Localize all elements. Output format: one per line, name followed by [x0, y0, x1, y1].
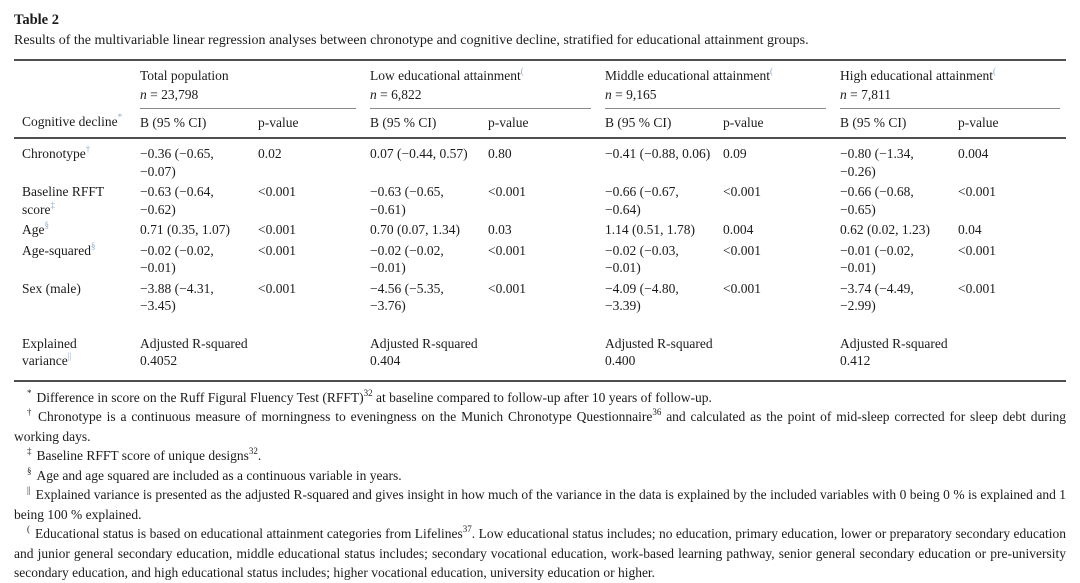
footnote-marker: † — [27, 407, 33, 417]
row-label: Explained variance|| — [22, 335, 77, 368]
p-cell: 0.09 — [723, 146, 747, 161]
reference-number: 37 — [462, 524, 472, 534]
row-label: Age§ — [22, 220, 49, 237]
footnote-baseline-rfft: ‡ Baseline RFFT score of unique designs$^{32}$. — [27, 446, 262, 463]
footnote-age: § Age and age squared are included as a continuous variable in years. — [27, 465, 402, 483]
table-row-age-squared — [14, 241, 1066, 279]
col-header-p: p-value — [258, 109, 370, 138]
group-header-total — [140, 60, 370, 109]
reference-number: 32 — [363, 387, 373, 398]
row-label: Sex (male) — [22, 280, 81, 296]
group-header-high — [840, 60, 1066, 109]
footnote-marker: § — [27, 465, 32, 476]
b-cell: −0.66 (−0.67, −0.64) — [605, 184, 679, 217]
table-caption: Results of the multivariable linear regression analyses between chronotype and cognitive decline, stratified for educational attainment groups. — [14, 33, 809, 48]
r-squared-cell: Adjusted R-squared 0.412 — [840, 335, 948, 368]
b-cell: −0.02 (−0.02, −0.01) — [370, 242, 444, 275]
group-footnote-marker: ( — [769, 66, 773, 76]
b-cell: 0.62 (0.02, 1.23) — [840, 222, 931, 237]
r-squared-cell: Adjusted R-squared 0.404 — [370, 335, 478, 368]
reference-number: 32 — [248, 446, 258, 456]
b-cell: −0.80 (−1.34, −0.26) — [840, 146, 914, 179]
group-header-low — [370, 60, 605, 109]
group-label: Total population — [140, 68, 229, 83]
group-header-row — [14, 60, 1066, 109]
b-cell: −3.88 (−4.31, −3.45) — [140, 280, 214, 313]
p-cell: 0.02 — [258, 146, 282, 161]
p-cell: <0.001 — [258, 222, 296, 237]
p-cell: <0.001 — [958, 242, 997, 258]
footnote-explained-variance: || Explained variance is presented as the adjusted R-squared and gives insight in how much of the variance in the data is explained by the included variables with 0 being 0 % is explained and 1 being 100 % explained. — [14, 485, 1066, 522]
col-header-b: B (95 % CI) — [605, 109, 723, 138]
footnote-rfft-difference: * Difference in score on the Ruff Figural Fluency Test (RFFT)$^{32}$ at baseline compared to follow-up after 10 years of follow-up. — [27, 387, 712, 405]
footnotes-section — [14, 388, 1066, 583]
group-header-middle — [605, 60, 840, 109]
b-cell: 0.71 (0.35, 1.07) — [140, 222, 230, 237]
col-header-p: p-value — [723, 109, 840, 138]
b-cell: −0.02 (−0.02, −0.01) — [140, 242, 214, 275]
table-title: Table 2 — [14, 12, 59, 28]
group-n: n = 9,165 — [605, 87, 657, 102]
b-cell: −3.74 (−4.49, −2.99) — [840, 280, 914, 313]
stub-header — [14, 60, 140, 138]
row-footnote-marker: § — [44, 220, 49, 230]
group-label: High educational attainment( — [840, 66, 996, 83]
r-squared-cell: Adjusted R-squared 0.400 — [605, 335, 713, 368]
table-row-age — [14, 220, 1066, 241]
group-label: Low educational attainment( — [370, 66, 524, 83]
col-header-b: B (95 % CI) — [370, 109, 488, 138]
row-label: Baseline RFFT score‡ — [22, 184, 104, 217]
footnote-marker: ( — [27, 524, 30, 534]
p-cell: <0.001 — [258, 184, 296, 199]
p-cell: <0.001 — [723, 280, 762, 296]
b-cell: −0.63 (−0.64, −0.62) — [140, 184, 214, 217]
col-header-b: B (95 % CI) — [840, 109, 958, 138]
p-cell: 0.004 — [723, 222, 754, 237]
b-cell: 0.70 (0.07, 1.34) — [370, 222, 461, 237]
group-n: n = 23,798 — [140, 87, 199, 102]
p-cell: <0.001 — [958, 280, 997, 296]
p-cell: 0.80 — [488, 146, 512, 161]
table-row-chronotype — [14, 138, 1066, 182]
table-row-baseline-rfft — [14, 182, 1066, 220]
p-cell: 0.04 — [958, 222, 982, 237]
row-label: Chronotype† — [22, 144, 91, 161]
b-cell: −4.09 (−4.80, −3.39) — [605, 280, 679, 313]
p-cell: 0.004 — [958, 146, 989, 161]
group-n: n = 6,822 — [370, 87, 422, 102]
subheader-row — [14, 109, 1066, 138]
row-footnote-marker: || — [67, 351, 72, 361]
spacer-row — [14, 317, 1066, 334]
p-cell: <0.001 — [258, 242, 296, 258]
p-cell: <0.001 — [488, 242, 527, 258]
p-cell: 0.03 — [488, 222, 512, 237]
group-n: n = 7,811 — [840, 87, 892, 102]
row-footnote-marker: ‡ — [50, 199, 55, 210]
p-cell: <0.001 — [723, 242, 762, 258]
b-cell: −0.02 (−0.03, −0.01) — [605, 242, 679, 275]
b-cell: 0.07 (−0.44, 0.57) — [370, 146, 468, 161]
footnote-chronotype: † Chronotype is a continuous measure of morningness to eveningness on the Munich Chronotype Questionnaire$^{36}$ and calculated as the point of mid-sleep corrected for sleep debt during working days. — [14, 407, 1067, 444]
col-header-p: p-value — [488, 109, 605, 138]
footnote-educational-status: ( Educational status is based on educational attainment categories from Lifelines$^{37}$. Low educational status includes; no education, primary education, lower or preparatory secondary education and junior general secondary education, middle educational status includes; secondary vocational education, work-based learning pathway, senior general secondary education or pre-university secondary education, and high educational status includes; higher vocational education, university education or higher. — [14, 524, 1067, 580]
stub-label: Cognitive decline — [22, 114, 118, 129]
footnote-marker: * — [27, 387, 32, 398]
b-cell: −0.41 (−0.88, 0.06) — [605, 146, 711, 161]
stub-footnote-marker: * — [117, 112, 123, 122]
b-cell: −0.66 (−0.68, −0.65) — [840, 184, 914, 217]
b-cell: −4.56 (−5.35, −3.76) — [370, 280, 444, 313]
row-footnote-marker: † — [85, 144, 91, 154]
col-header-p: p-value — [958, 109, 1066, 138]
table-row-sex — [14, 279, 1066, 317]
b-cell: −0.01 (−0.02, −0.01) — [840, 242, 914, 275]
footnote-marker: ‡ — [27, 446, 32, 456]
group-footnote-marker: ( — [520, 66, 524, 76]
regression-table — [14, 59, 1066, 382]
p-cell: <0.001 — [488, 280, 527, 296]
p-cell: <0.001 — [258, 280, 296, 296]
b-cell: 1.14 (0.51, 1.78) — [605, 222, 696, 237]
group-footnote-marker: ( — [993, 66, 996, 76]
col-header-b: B (95 % CI) — [140, 109, 258, 138]
p-cell: <0.001 — [488, 184, 527, 199]
reference-number: 36 — [652, 407, 662, 417]
b-cell: −0.36 (−0.65, −0.07) — [140, 146, 214, 179]
b-cell: −0.63 (−0.65, −0.61) — [370, 184, 444, 217]
footnote-marker: || — [27, 485, 31, 495]
row-label: Age-squared§ — [22, 240, 96, 258]
r-squared-cell: Adjusted R-squared 0.4052 — [140, 335, 248, 368]
table-row-explained-variance — [14, 334, 1066, 381]
group-label: Middle educational attainment( — [605, 66, 773, 83]
p-cell: <0.001 — [723, 184, 762, 199]
row-footnote-marker: § — [90, 240, 96, 251]
p-cell: <0.001 — [958, 184, 997, 199]
